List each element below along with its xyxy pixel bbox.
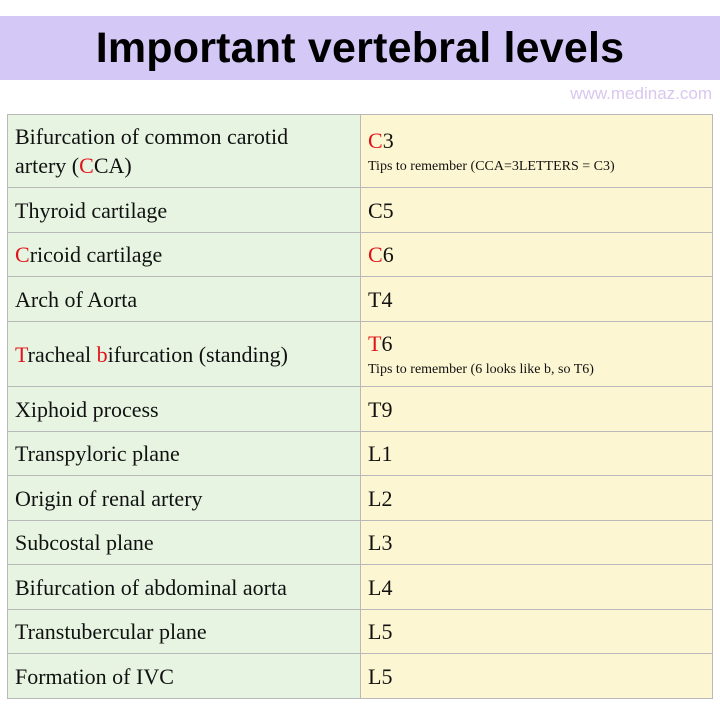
mnemonic-letter: T bbox=[368, 330, 382, 356]
table-row bbox=[8, 654, 713, 699]
structure-text: Bifurcation of common carotid bbox=[15, 124, 289, 149]
table-row bbox=[8, 610, 713, 654]
structure-cell: Transpyloric plane bbox=[8, 432, 361, 476]
level-cell: L5 bbox=[361, 610, 713, 654]
watermark: www.medinaz.com bbox=[570, 84, 712, 103]
structure-cell bbox=[8, 322, 361, 387]
level-cell bbox=[361, 322, 713, 387]
structure-cell: Bifurcation of abdominal aorta bbox=[8, 565, 361, 610]
mnemonic-letter: b bbox=[96, 341, 108, 367]
table-row bbox=[8, 115, 713, 188]
mnemonic-letter: C bbox=[79, 153, 94, 178]
structure-text: artery ( bbox=[15, 153, 80, 178]
mnemonic-letter: T bbox=[15, 341, 28, 367]
table-row bbox=[8, 476, 713, 521]
level-cell: C5 bbox=[361, 188, 713, 233]
vertebral-levels-table bbox=[7, 114, 713, 699]
table-row bbox=[8, 322, 713, 387]
table-row bbox=[8, 387, 713, 432]
table-row bbox=[8, 432, 713, 476]
page-title: Important vertebral levels bbox=[95, 23, 625, 72]
structure-cell bbox=[8, 115, 361, 188]
mnemonic-letter: C bbox=[368, 242, 383, 267]
mnemonic-tip: Tips to remember (6 looks like b, so T6) bbox=[368, 361, 594, 377]
structure-text: ricoid cartilage bbox=[29, 242, 163, 267]
table-row bbox=[8, 521, 713, 565]
table-row bbox=[8, 277, 713, 322]
table-row bbox=[8, 565, 713, 610]
level-cell bbox=[361, 233, 713, 277]
level-cell: T4 bbox=[361, 277, 713, 322]
level-text: 6 bbox=[381, 330, 393, 356]
table-row bbox=[8, 233, 713, 277]
structure-cell: Formation of IVC bbox=[8, 654, 361, 699]
structure-cell: Arch of Aorta bbox=[8, 277, 361, 322]
structure-cell: Origin of renal artery bbox=[8, 476, 361, 521]
level-cell: T9 bbox=[361, 387, 713, 432]
structure-text: ifurcation (standing) bbox=[107, 341, 288, 367]
structure-cell: Subcostal plane bbox=[8, 521, 361, 565]
structure-text: racheal bbox=[27, 341, 97, 367]
structure-text: CA) bbox=[93, 153, 132, 178]
level-cell: L2 bbox=[361, 476, 713, 521]
structure-cell: Xiphoid process bbox=[8, 387, 361, 432]
level-cell: L5 bbox=[361, 654, 713, 699]
structure-cell bbox=[8, 233, 361, 277]
level-cell: L1 bbox=[361, 432, 713, 476]
level-text: 3 bbox=[382, 127, 394, 153]
level-text: 6 bbox=[382, 242, 394, 267]
mnemonic-tip: Tips to remember (CCA=3LETTERS = C3) bbox=[368, 158, 615, 174]
structure-cell: Thyroid cartilage bbox=[8, 188, 361, 233]
level-cell bbox=[361, 115, 713, 188]
level-cell: L3 bbox=[361, 521, 713, 565]
level-cell: L4 bbox=[361, 565, 713, 610]
mnemonic-letter: C bbox=[15, 242, 30, 267]
title-banner bbox=[0, 16, 720, 80]
structure-cell: Transtubercular plane bbox=[8, 610, 361, 654]
mnemonic-letter: C bbox=[368, 127, 383, 153]
table-row bbox=[8, 188, 713, 233]
